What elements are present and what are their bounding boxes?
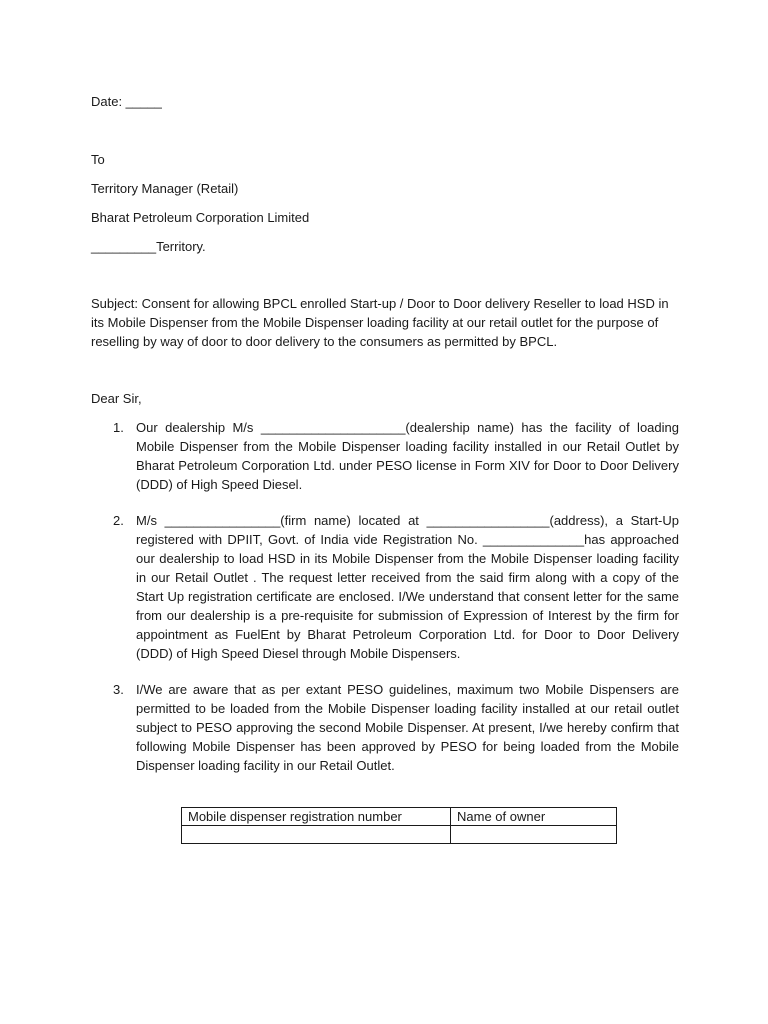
point-text: M/s ________________(firm name) located at _________________(address), a Start-Up registered with DPIIT, Govt. of India vide Registration No. ______________has approached our dealership to load HSD in its Mobile Dispenser from the Mobile Dispenser loading facility in our Retail Outlet . The request letter received from the said firm along with a copy of the Start Up registration certificate are enclosed. I/We understand that consent letter for the same from our dealership is a pre-requisite for submission of Expression of Interest by the firm for appointment as FuelEnt by Bharat Petroleum Corporation Ltd. for Door to Door Delivery (DDD) of High Speed Diesel through Mobile Dispensers. [136,513,679,661]
salutation: Dear Sir, [91,391,142,406]
subject-paragraph: Subject: Consent for allowing BPCL enrolled Start-up / Door to Door delivery Reseller to load HSD in its Mobile Dispenser from the Mobile Dispenser loading facility at our retail outlet for the purpose of reselling by way of door to door delivery to the consumers as permitted by BPCL. [91,296,669,349]
point-number: 2. [113,513,124,528]
table-cell-registration[interactable] [182,826,451,844]
addressee-company: Bharat Petroleum Corporation Limited [91,210,310,225]
point-text: Our dealership M/s ____________________(dealership name) has the facility of loading Mobile Dispenser from the Mobile Dispenser loading facility installed in our Retail Outlet by Bharat Petroleum Corporation Ltd. under PESO license in Form XIV for Door to Door Delivery (DDD) of High Speed Diesel. [136,420,679,492]
point-item [91,418,679,494]
point-number: 1. [113,420,124,435]
table-header-owner: Name of owner [451,808,617,826]
letter-body [91,92,679,824]
point-text: I/We are aware that as per extant PESO guidelines, maximum two Mobile Dispensers are permitted to be loaded from the Mobile Dispenser loading facility installed at our retail outlet subject to PESO approving the second Mobile Dispenser. At present, I/we hereby confirm that following Mobile Dispenser has been approved by PESO for being loaded from the Mobile Dispenser loading facility in our Retail Outlet. [136,682,679,773]
point-item [91,680,679,775]
table-header-row [182,808,617,826]
addressee-territory: _________Territory. [91,239,206,254]
mobile-dispenser-table [181,807,617,844]
table-row [182,826,617,844]
numbered-points [91,418,679,775]
date-line: Date: _____ [91,94,162,109]
point-item [91,511,679,663]
table-header-registration: Mobile dispenser registration number [182,808,451,826]
point-number: 3. [113,682,124,697]
table-cell-owner[interactable] [451,826,617,844]
to-line: To [91,152,105,167]
addressee-title: Territory Manager (Retail) [91,181,239,196]
